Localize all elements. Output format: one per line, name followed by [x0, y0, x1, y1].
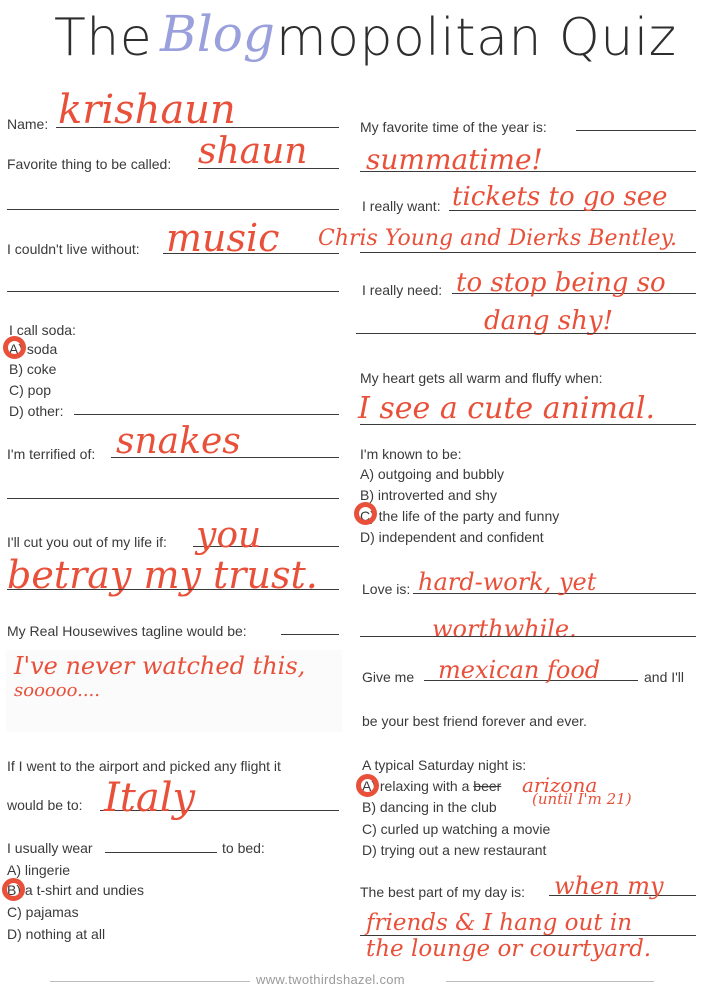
saturday-option-a-struck: beer [473, 778, 502, 794]
bed-option-c: C) pajamas [7, 904, 79, 920]
really-need-line-2 [356, 333, 696, 334]
bed-choice-circle [2, 878, 25, 901]
really-want-answer-2: Chris Young and Dierks Bentley. [318, 226, 678, 251]
soda-choice-circle [3, 336, 26, 359]
known-option-a: A) outgoing and bubbly [360, 466, 504, 482]
couldnt-live-label: I couldn't live without: [7, 241, 140, 257]
known-option-d: D) independent and confident [360, 529, 544, 545]
love-line-2 [360, 636, 696, 637]
bed-option-d: D) nothing at all [7, 926, 106, 942]
really-want-answer-1: tickets to go see [452, 182, 668, 212]
saturday-choice-circle [356, 774, 379, 797]
quiz-title [0, 0, 701, 90]
bed-line [105, 852, 217, 853]
heart-answer: I see a cute animal. [358, 391, 655, 426]
footer-rule-right [446, 981, 654, 982]
cut-out-label: I'll cut you out of my life if: [7, 534, 167, 550]
airport-answer: Italy [104, 775, 196, 821]
best-part-label: The best part of my day is: [360, 884, 525, 900]
soda-other-line [74, 414, 339, 415]
cut-out-answer-1: you [196, 515, 262, 556]
saturday-option-a-prefix: A) relaxing with a [362, 778, 470, 794]
known-option-c: C) the life of the party and funny [360, 508, 560, 524]
saturday-option-a [362, 777, 501, 795]
heart-label: My heart gets all warm and fluffy when: [360, 370, 603, 386]
love-answer-1: hard-work, yet [418, 568, 597, 596]
bed-label-2: to bed: [222, 840, 265, 856]
favorite-called-label: Favorite thing to be called: [7, 156, 172, 172]
saturday-answer-1: arizona [522, 773, 598, 797]
footer-website: www.twothirdshazel.com [256, 972, 405, 987]
heart-line [360, 424, 696, 425]
saturday-label: A typical Saturday night is: [362, 757, 527, 773]
cut-out-line-2 [7, 589, 339, 590]
terrified-line-2 [7, 498, 339, 499]
fav-time-line [576, 130, 696, 131]
saturday-option-b: B) dancing in the club [362, 799, 497, 815]
favorite-called-line-2 [7, 209, 339, 210]
bed-label-1: I usually wear [7, 840, 93, 856]
bed-option-b: B) a t-shirt and undies [7, 882, 144, 898]
give-me-label-1: Give me [362, 669, 415, 685]
give-me-label-2: and I'll [644, 669, 685, 685]
terrified-label: I'm terrified of: [7, 446, 96, 462]
soda-option-a: A) soda [9, 341, 58, 357]
soda-option-c: C) pop [9, 382, 52, 398]
best-part-answer-2: friends & I hang out in [366, 910, 633, 936]
really-need-label: I really need: [362, 282, 443, 298]
saturday-answer-2: (until I'm 21) [532, 790, 632, 808]
fav-time-line-2 [360, 171, 696, 172]
bed-option-a: A) lingerie [7, 862, 71, 878]
give-me-answer: mexican food [438, 656, 601, 684]
really-want-line-2 [360, 252, 696, 253]
favorite-called-answer: shaun [198, 131, 308, 172]
soda-option-d: D) other: [9, 403, 64, 419]
name-answer: krishaun [58, 87, 236, 133]
tagline-answer-2: sooooo.... [14, 680, 100, 701]
name-label: Name: [7, 116, 49, 132]
soda-label: I call soda: [9, 322, 76, 338]
soda-option-b: B) coke [9, 361, 57, 377]
footer-rule-left [50, 981, 250, 982]
give-me-label-3: be your best friend forever and ever. [362, 713, 587, 729]
known-option-b: B) introverted and shy [360, 487, 497, 503]
tagline-line [281, 634, 339, 635]
best-part-answer-1: when my [554, 872, 664, 900]
fav-time-answer: summatime! [366, 143, 543, 176]
tagline-answer-1: I've never watched this, [14, 652, 306, 680]
couldnt-live-line-2 [7, 291, 339, 292]
title-blog-script: Blog [160, 5, 275, 63]
saturday-option-d: D) trying out a new restaurant [362, 842, 547, 858]
airport-label-2: would be to: [7, 797, 83, 813]
airport-label-1: If I went to the airport and picked any flight it [7, 758, 281, 774]
terrified-answer: snakes [116, 421, 241, 462]
title-the: The [54, 8, 153, 68]
really-need-answer-1: to stop being so [456, 268, 666, 298]
love-answer-2: worthwhile. [432, 615, 577, 643]
known-label: I'm known to be: [360, 446, 462, 462]
best-part-answer-3: the lounge or courtyard. [366, 936, 652, 962]
couldnt-live-answer: music [166, 216, 280, 260]
really-want-label: I really want: [362, 198, 441, 214]
tagline-label: My Real Housewives tagline would be: [7, 623, 247, 639]
known-choice-circle [354, 502, 377, 525]
love-label: Love is: [362, 581, 411, 597]
fav-time-label: My favorite time of the year is: [360, 119, 547, 135]
cut-out-answer-2: betray my trust. [7, 553, 318, 597]
title-rest: mopolitan Quiz [276, 8, 677, 68]
saturday-option-c: C) curled up watching a movie [362, 821, 551, 837]
really-need-answer-2: dang shy! [484, 306, 614, 336]
